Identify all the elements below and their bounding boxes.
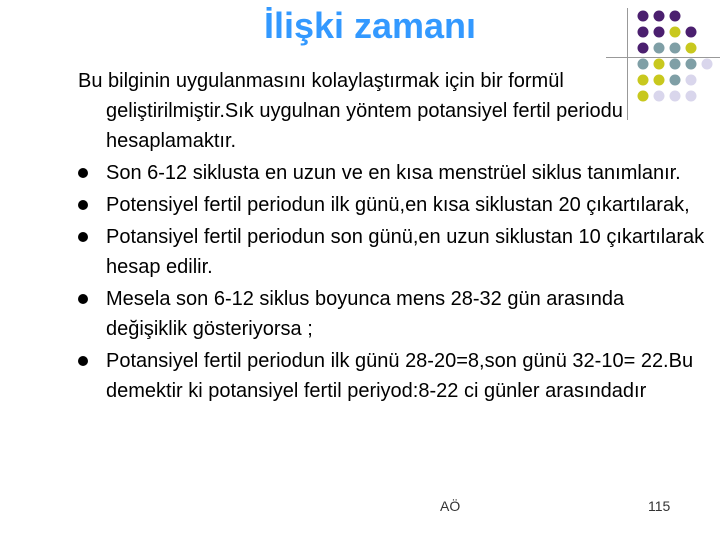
bullet-dot-icon — [78, 294, 88, 304]
bullet-text: Potansiyel fertil periodun ilk günü 28-20=8,son günü 32-10= 22.Bu demektir ki potansiyel fertil periyod:8-22 ci günler arasındadır — [106, 350, 694, 402]
bullet-dot-icon — [78, 356, 88, 366]
bullet-text: Potensiyel fertil periodun ilk günü,en kısa siklustan 20 çıkartılarak, — [106, 194, 690, 216]
bullet-item — [78, 222, 710, 282]
bullet-item — [78, 190, 710, 220]
bullet-item — [78, 346, 710, 406]
bullet-text: Son 6-12 siklusta en uzun ve en kısa menstrüel siklus tanımlanır. — [106, 162, 681, 184]
bullet-dot-icon — [78, 200, 88, 210]
bullet-text: Potansiyel fertil periodun son günü,en uzun siklustan 10 çıkartılarak hesap edilir. — [106, 226, 705, 278]
slide-title: İlişki zamanı — [263, 5, 477, 46]
page-number: 115 — [648, 498, 671, 514]
bullet-item — [78, 158, 710, 188]
bullet-dot-icon — [78, 168, 88, 178]
footer-author: AÖ — [440, 498, 461, 514]
bullet-item — [78, 284, 710, 344]
bullet-dot-icon — [78, 232, 88, 242]
intro-paragraph: Bu bilginin uygulanmasını kolaylaştırmak için bir formül geliştirilmiştir.Sık uygulnan yöntem potansiyel fertil periodu hesaplamaktır. — [78, 70, 623, 152]
bullet-text: Mesela son 6-12 siklus boyunca mens 28-32 gün arasında değişiklik gösteriyorsa ; — [106, 288, 625, 340]
slide-body — [78, 66, 710, 408]
